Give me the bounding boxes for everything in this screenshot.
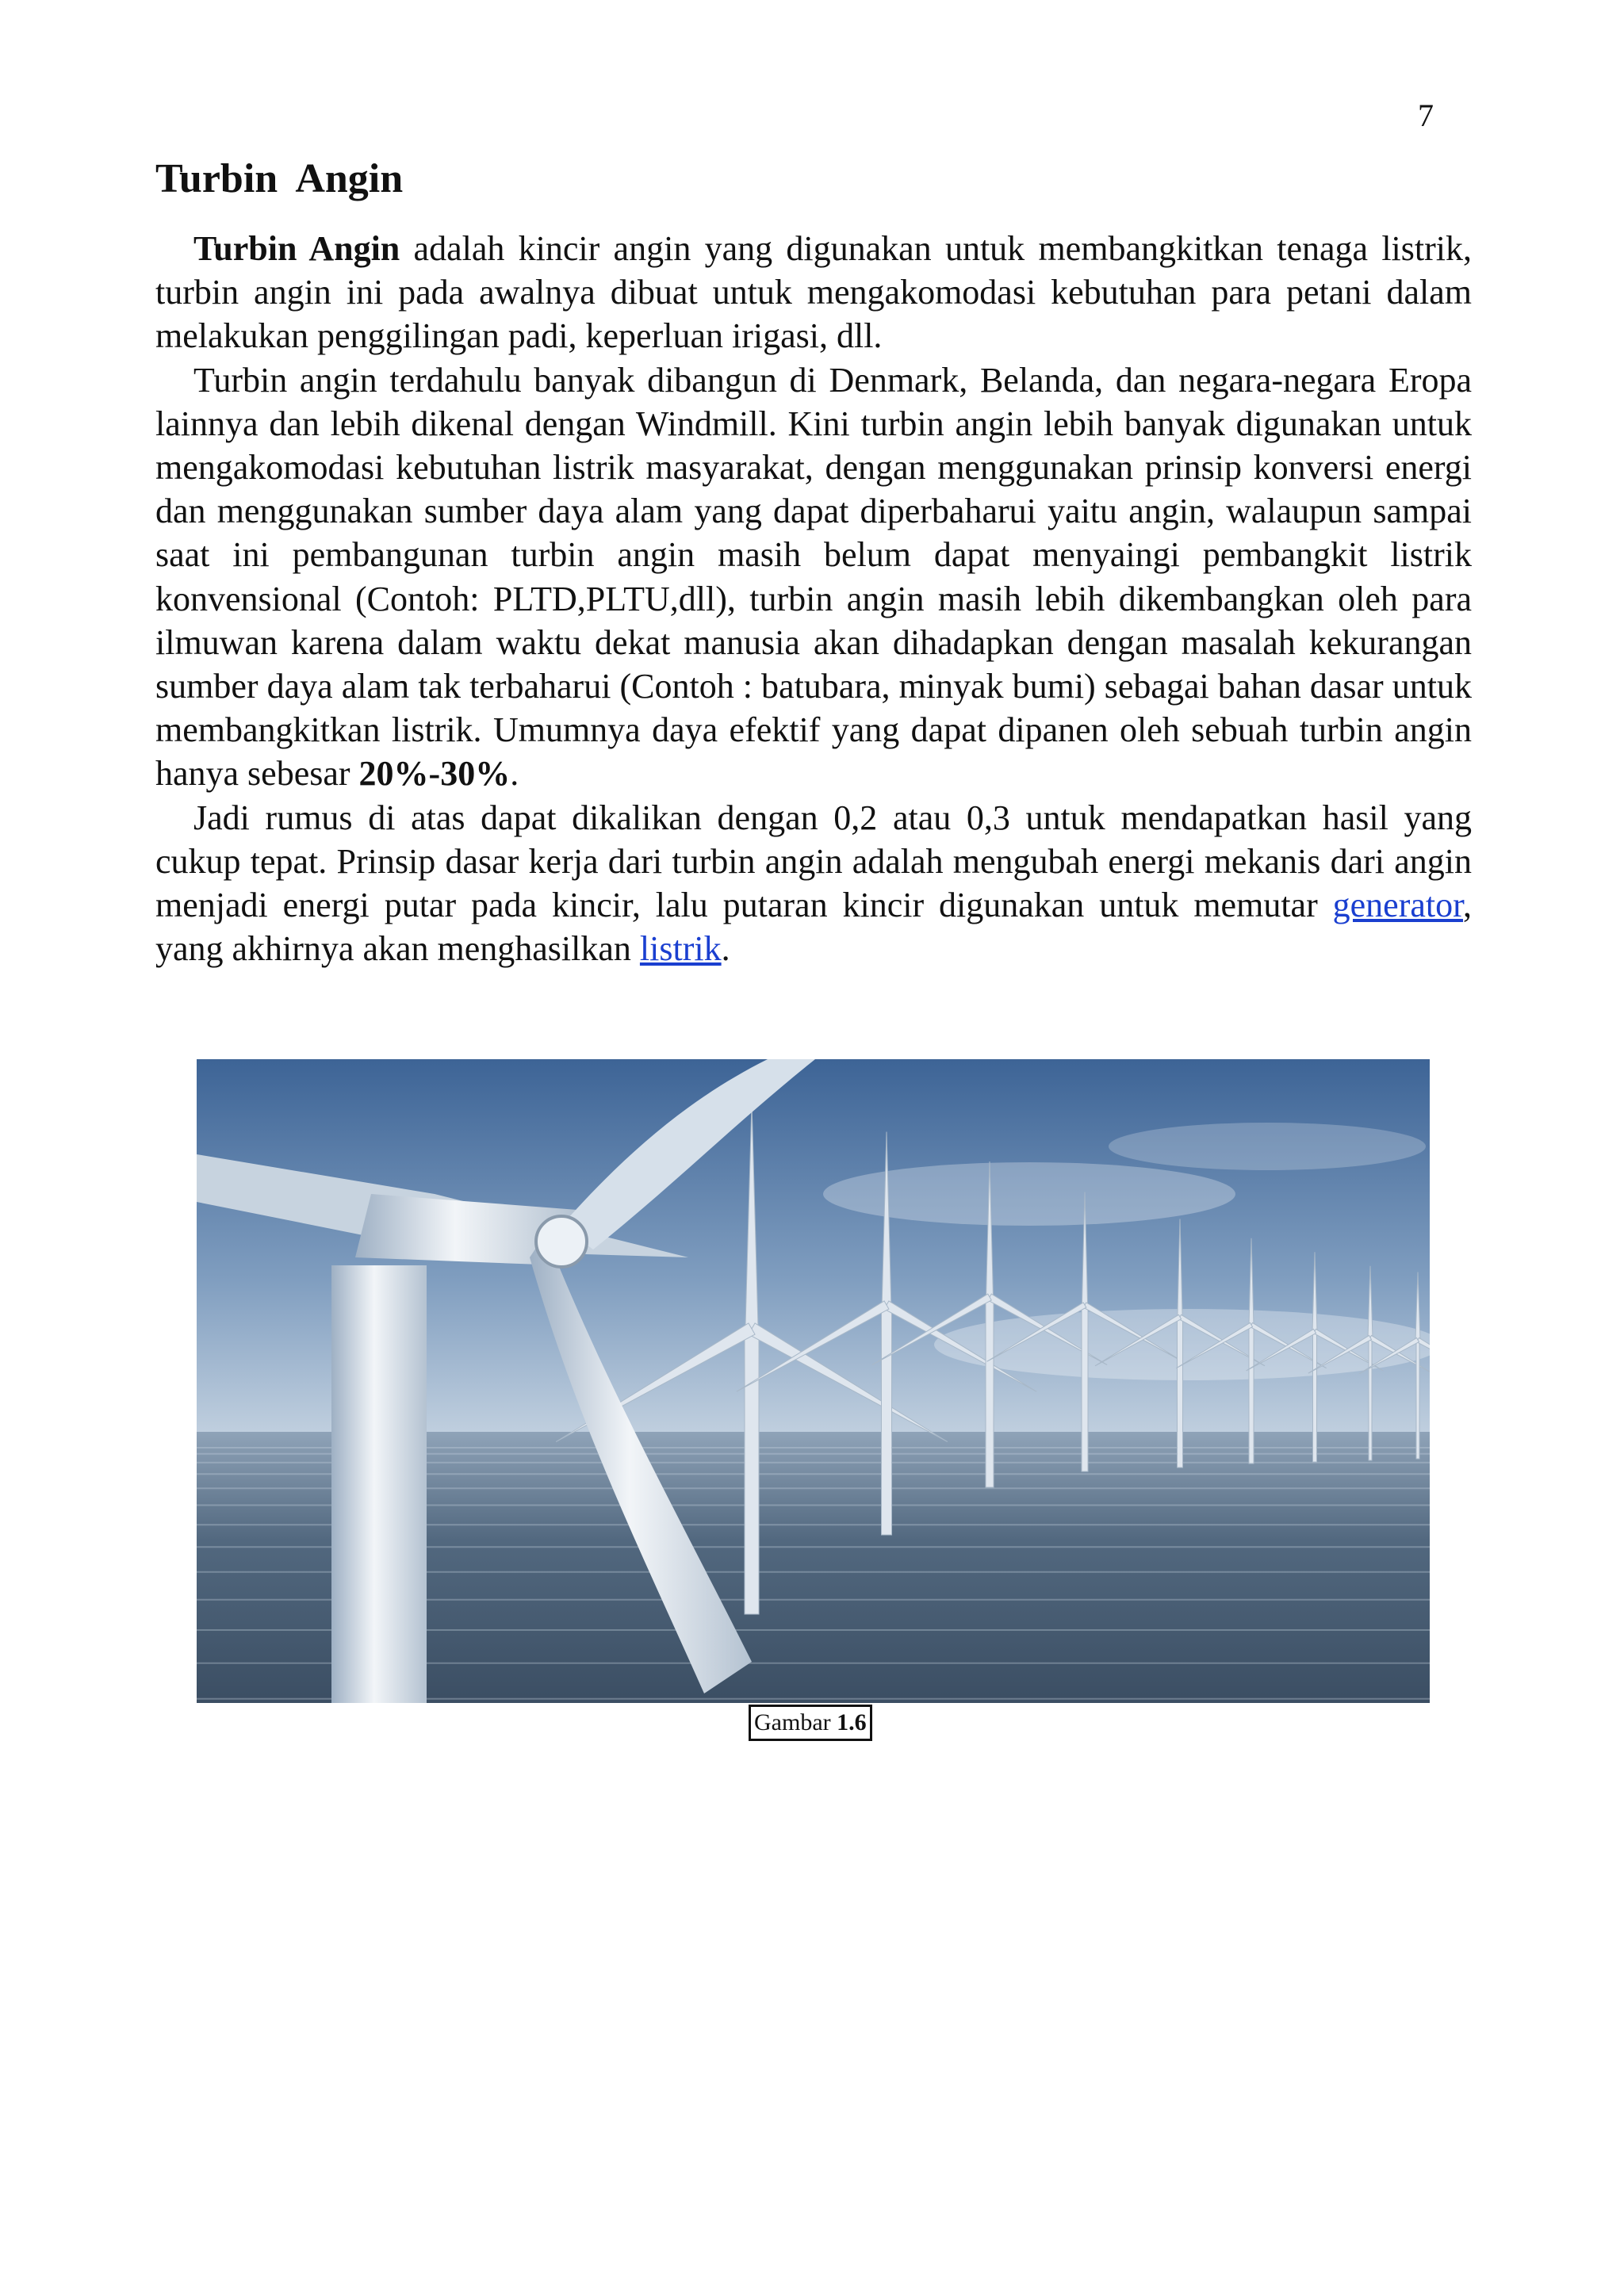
- body-text: [155, 227, 1472, 970]
- text-run: adalah kincir angin yang digunakan untuk membangkitkan tenaga listrik, turbin angin ini pada awalnya dibuat untuk mengakomodasi kebutuhan para petani dalam melakukan penggilingan padi, keperluan irigasi, dll.: [155, 229, 1472, 356]
- figure-caption: [749, 1705, 872, 1741]
- turbine-tower: [1178, 1317, 1183, 1468]
- paragraph: [155, 227, 1472, 358]
- generator-link[interactable]: generator: [1332, 886, 1463, 925]
- bold-text: Turbin Angin: [193, 229, 400, 268]
- text-run: Turbin angin terdahulu banyak dibangun di Denmark, Belanda, dan negara-negara Eropa lainnya dan lebih dikenal dengan Windmill. Kini turbin angin lebih banyak digunakan untuk mengakomodasi kebutuhan listrik masyarakat, dengan menggunakan prinsip konversi energi dan menggunakan sumber daya alam yang dapat diperbaharui yaitu angin, walaupun sampai saat ini pembangunan turbin angin masih belum dapat menyaingi pembangkit listrik konvensional (Contoh: PLTD,PLTU,dll), turbin angin masih lebih dikembangkan oleh para ilmuwan karena dalam waktu dekat manusia akan dihadapkan dengan masalah kekurangan sumber daya alam tak terbaharui (Contoh : batubara, minyak bumi) sebagai bahan dasar untuk membangkitkan listrik. Umumnya daya efektif yang dapat dipanen oleh sebuah turbin angin hanya sebesar: [155, 360, 1472, 794]
- text-run: .: [721, 929, 730, 969]
- turbine-tower: [986, 1297, 994, 1487]
- caption-number: 1.6: [837, 1709, 867, 1735]
- turbine-tower: [745, 1329, 759, 1614]
- turbine-tower: [1369, 1337, 1372, 1460]
- turbine-tower: [1313, 1331, 1317, 1462]
- text-run: , yang akhirnya akan menghasilkan: [155, 886, 1472, 969]
- turbine-tower: [1082, 1305, 1088, 1471]
- paragraph: [155, 796, 1472, 971]
- turbine-tower: [882, 1305, 892, 1535]
- text-run: Jadi rumus di atas dapat dikalikan dengan 0,2 atau 0,3 untuk mendapatkan hasil yang cukup tepat. Prinsip dasar kerja dari turbin angin adalah mengubah energi mekanis dari angin menjadi energi putar pada kincir, lalu putaran kincir digunakan untuk memutar: [155, 798, 1472, 925]
- text-run: .: [510, 754, 519, 794]
- caption-prefix: Gambar: [754, 1709, 837, 1735]
- page-number: 7: [1418, 98, 1434, 133]
- turbine-tower: [1249, 1325, 1254, 1464]
- bold-text: 20%-30%: [358, 754, 511, 794]
- listrik-link[interactable]: listrik: [639, 929, 722, 969]
- wind-turbine-photo: [197, 1059, 1430, 1703]
- section-heading: Turbin Angin: [155, 156, 404, 201]
- turbine-tower: [1416, 1340, 1419, 1459]
- paragraph: [155, 358, 1472, 796]
